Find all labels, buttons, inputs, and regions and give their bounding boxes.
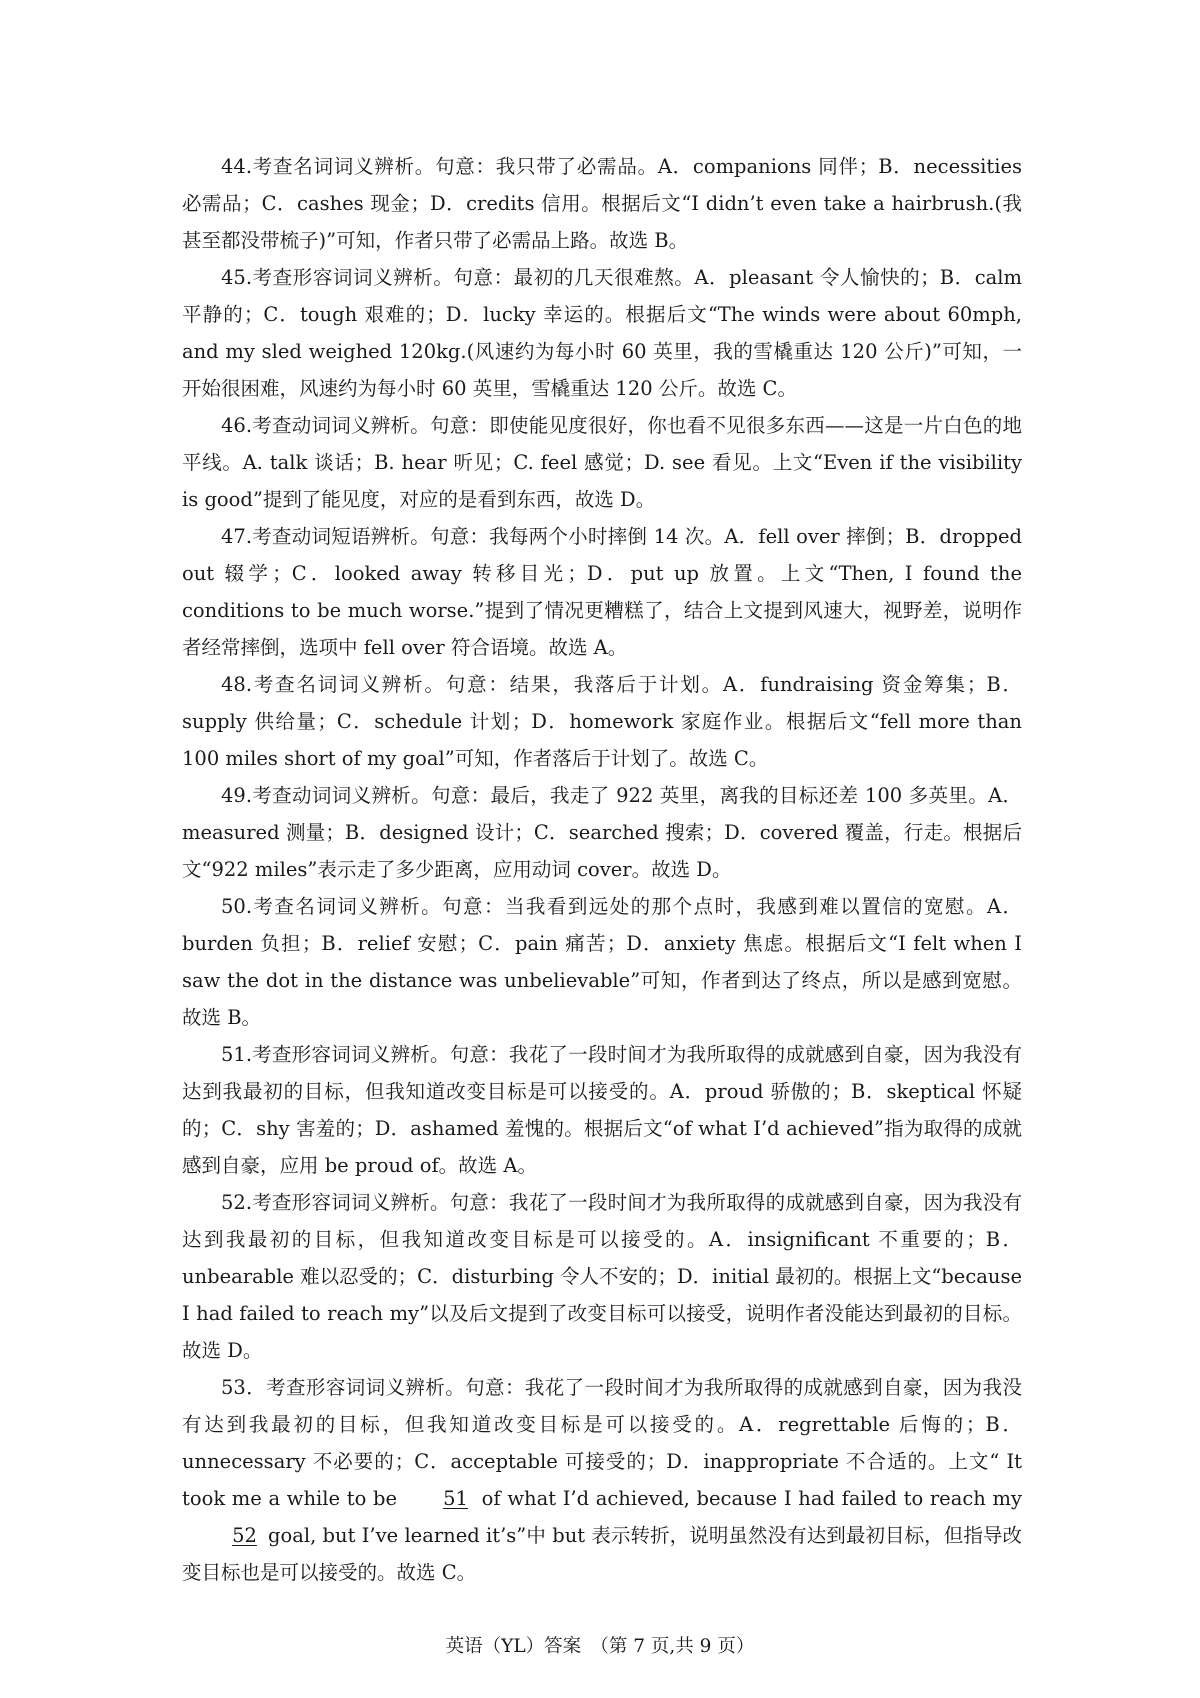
explanation-q52: 52.考查形容词词义辨析。句意：我花了一段时间才为我所取得的成就感到自豪，因为我没有达到我最初的目标，但我知道改变目标是可以接受的。A．insignificant 不重要的；B．unbearable 难以忍受的；C．disturbing 令人不安的；D．initial 最初的。根据上文“because I had failed to reach my”以及后文提到了改变目标可以接受，说明作者没能达到最初的目标。故选 D。	[182, 1191, 1022, 1362]
blank-52: 52	[232, 1524, 257, 1547]
blank-51: 51	[443, 1487, 468, 1510]
explanation-q50: 50.考查名词词义辨析。句意：当我看到远处的那个点时，我感到难以置信的宽慰。A．burden 负担；B．relief 安慰；C．pain 痛苦；D．anxiety 焦虑。根据后文“I felt when I saw the dot in the distance was unbelievable”可知，作者到达了终点，所以是感到宽慰。故选 B。	[182, 895, 1022, 1029]
explanation-q48: 48.考查名词词义辨析。句意：结果，我落后于计划。A．fundraising 资金筹集；B．supply 供给量；C．schedule 计划；D．homework 家庭作业。根据后文“fell more than 100 miles short of my goal”可知，作者落后于计划了。故选 C。	[182, 673, 1022, 770]
page-footer: 英语（YL）答案 （第 7 页,共 9 页）	[445, 1636, 755, 1657]
explanation-q49: 49.考查动词词义辨析。句意：最后，我走了 922 英里，离我的目标还差 100 多英里。A．measured 测量；B．designed 设计；C．searched 搜索；D．covered 覆盖，行走。根据后文“922 miles”表示走了多少距离，应用动词 cover。故选 D。	[182, 784, 1022, 881]
explanation-q46: 46.考查动词词义辨析。句意：即使能见度很好，你也看不见很多东西——这是一片白色的地平线。A. talk 谈话；B. hear 听见；C. feel 感觉；D. see 看见。上文“Even if the visibility is good”提到了能见度，对应的是看到东西，故选 D。	[182, 414, 1022, 511]
explanation-q44: 44.考查名词词义辨析。句意：我只带了必需品。A．companions 同伴；B．necessities 必需品；C．cashes 现金；D．credits 信用。根据后文“I didn’t even take a hairbrush.(我甚至都没带梳子)”可知，作者只带了必需品上路。故选 B。	[182, 155, 1022, 252]
explanation-q51: 51.考查形容词词义辨析。句意：我花了一段时间才为我所取得的成就感到自豪，因为我没有达到我最初的目标，但我知道改变目标是可以接受的。A．proud 骄傲的；B．skeptical 怀疑的；C．shy 害羞的；D．ashamed 羞愧的。根据后文“of what I’d achieved”指为取得的成就感到自豪，应用 be proud of。故选 A。	[182, 1043, 1022, 1177]
explanation-q45: 45.考查形容词词义辨析。句意：最初的几天很难熬。A．pleasant 令人愉快的；B．calm 平静的；C．tough 艰难的；D．lucky 幸运的。根据后文“The winds were about 60mph, and my sled weighed 120kg.(风速约为每小时 60 英里，我的雪橇重达 120 公斤)”可知，一开始很困难，风速约为每小时 60 英里，雪橇重达 120 公斤。故选 C。	[182, 266, 1022, 400]
q53-end: goal, but I’ve learned it’s”中 but 表示转折，说明虽然没有达到最初目标，但指导改变目标也是可以接受的。故选 C。	[182, 1524, 1022, 1584]
answer-explanations	[182, 148, 1022, 1591]
q53-mid: of what I’d achieved, because I had failed to reach my	[475, 1487, 1022, 1510]
q53-intro: 53．考查形容词词义辨析。句意：我花了一段时间才为我所取得的成就感到自豪，因为我没有达到我最初的目标，但我知道改变目标是可以接受的。A．regrettable 后悔的；B．unnecessary 不必要的；C．acceptable 可接受的；D．inappropriate 不合适的。上文“ It took me a while to be	[182, 1376, 1022, 1510]
explanation-q53	[182, 1369, 1022, 1591]
explanation-q47: 47.考查动词短语辨析。句意：我每两个小时摔倒 14 次。A．fell over 摔倒；B．dropped out 辍学；C．looked away 转移目光；D．put up 放置。上文“Then, I found the conditions to be much worse.”提到了情况更糟糕了，结合上文提到风速大，视野差，说明作者经常摔倒，选项中 fell over 符合语境。故选 A。	[182, 525, 1022, 659]
